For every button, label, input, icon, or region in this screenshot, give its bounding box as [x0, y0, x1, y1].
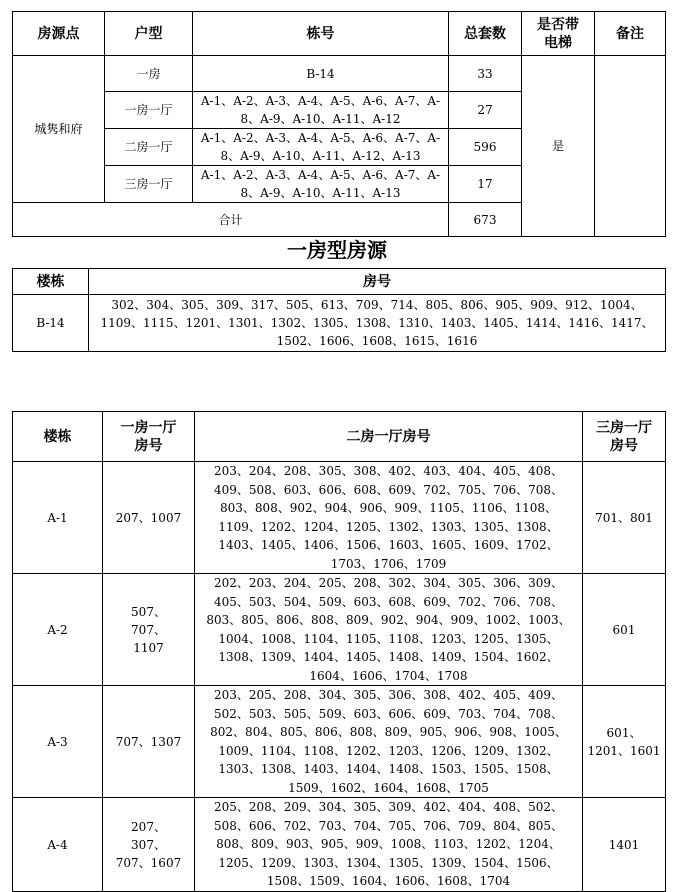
header-building: 楼栋 — [13, 269, 89, 295]
header-unit-type: 户型 — [105, 12, 193, 56]
unit-type: 三房一厅 — [105, 166, 193, 203]
building-id: B-14 — [13, 295, 89, 352]
one-room-numbers: 207、307、707、1607 — [103, 798, 195, 892]
three-room-numbers: 701、801 — [583, 462, 666, 574]
one-room-table — [12, 268, 666, 352]
summary-table — [12, 11, 666, 237]
header-room-numbers: 房号 — [89, 269, 666, 295]
header-three-room: 三房一厅房号 — [583, 412, 666, 462]
unit-type: 一房一厅 — [105, 92, 193, 129]
one-room-numbers: 207、1007 — [103, 462, 195, 574]
building-list: A-1、A-2、A-3、A-4、A-5、A-6、A-7、A-8、A-9、A-10、A-11、A-13 — [193, 166, 449, 203]
header-two-room: 二房一厅房号 — [195, 412, 583, 462]
header-building: 楼栋 — [13, 412, 103, 462]
building-list: B-14 — [193, 56, 449, 92]
two-room-numbers: 205、208、209、304、305、309、402、404、408、502、508、606、702、703、704、705、706、709、804、805、808、809、903、905、909、1008、1103、1202、1204、1205、1209、1303、1304、1305、1309、1504、1506、1508、1509、1604、1606、1608、1704 — [195, 798, 583, 892]
unit-count: 27 — [449, 92, 522, 129]
header-elevator: 是否带电梯 — [522, 12, 595, 56]
total-label: 合计 — [13, 203, 449, 237]
header-remark: 备注 — [595, 12, 666, 56]
one-room-numbers: 507、707、1107 — [103, 574, 195, 686]
unit-type: 一房 — [105, 56, 193, 92]
building-list: A-1、A-2、A-3、A-4、A-5、A-6、A-7、A-8、A-9、A-10、A-11、A-12 — [193, 92, 449, 129]
building-id: A-2 — [13, 574, 103, 686]
room-numbers: 302、304、305、309、317、505、613、709、714、805、806、905、909、912、1004、1109、1115、1201、1301、1302、1305、1308、1310、1403、1405、1414、1416、1417、1502、1606、1608、1615、1616 — [89, 295, 666, 352]
header-source: 房源点 — [13, 12, 105, 56]
three-room-numbers: 601 — [583, 574, 666, 686]
two-room-numbers: 203、205、208、304、305、306、308、402、405、409、502、503、505、509、603、606、609、703、704、708、802、804、805、806、808、809、905、906、908、1005、1009、1104、1108、1202、1203、1206、1209、1302、1303、1308、1403、1404、1408、1503、1505、1508、1509、1602、1604、1608、1705 — [195, 686, 583, 798]
building-list: A-1、A-2、A-3、A-4、A-5、A-6、A-7、A-8、A-9、A-10、A-11、A-12、A-13 — [193, 129, 449, 166]
building-id: A-4 — [13, 798, 103, 892]
one-room-numbers: 707、1307 — [103, 686, 195, 798]
total-count: 673 — [449, 203, 522, 237]
three-room-numbers: 1401 — [583, 798, 666, 892]
unit-count: 33 — [449, 56, 522, 92]
two-room-numbers: 203、204、208、305、308、402、403、404、405、408、409、508、603、606、608、609、702、705、706、708、803、808、902、904、906、909、1105、1106、1108、1109、1202、1204、1205、1302、1303、1305、1308、1403、1405、1406、1506、1603、1605、1609、1702、1703、1706、1709 — [195, 462, 583, 574]
multi-room-table — [12, 411, 666, 892]
unit-type: 二房一厅 — [105, 129, 193, 166]
unit-count: 596 — [449, 129, 522, 166]
unit-count: 17 — [449, 166, 522, 203]
elevator-value: 是 — [522, 56, 595, 237]
building-id: A-1 — [13, 462, 103, 574]
two-room-numbers: 202、203、204、205、208、302、304、305、306、309、405、503、504、509、603、608、609、702、706、708、803、805、806、808、809、902、904、909、1002、1003、1004、1008、1104、1105、1108、1203、1205、1305、1308、1309、1404、1405、1408、1409、1504、1602、1604、1606、1704、1708 — [195, 574, 583, 686]
project-name: 城隽和府 — [13, 56, 105, 203]
header-total: 总套数 — [449, 12, 522, 56]
section-title: 一房型房源 — [287, 238, 387, 262]
header-building: 栋号 — [193, 12, 449, 56]
header-one-room: 一房一厅房号 — [103, 412, 195, 462]
building-id: A-3 — [13, 686, 103, 798]
three-room-numbers: 601、1201、1601 — [583, 686, 666, 798]
remark-value — [595, 56, 666, 237]
